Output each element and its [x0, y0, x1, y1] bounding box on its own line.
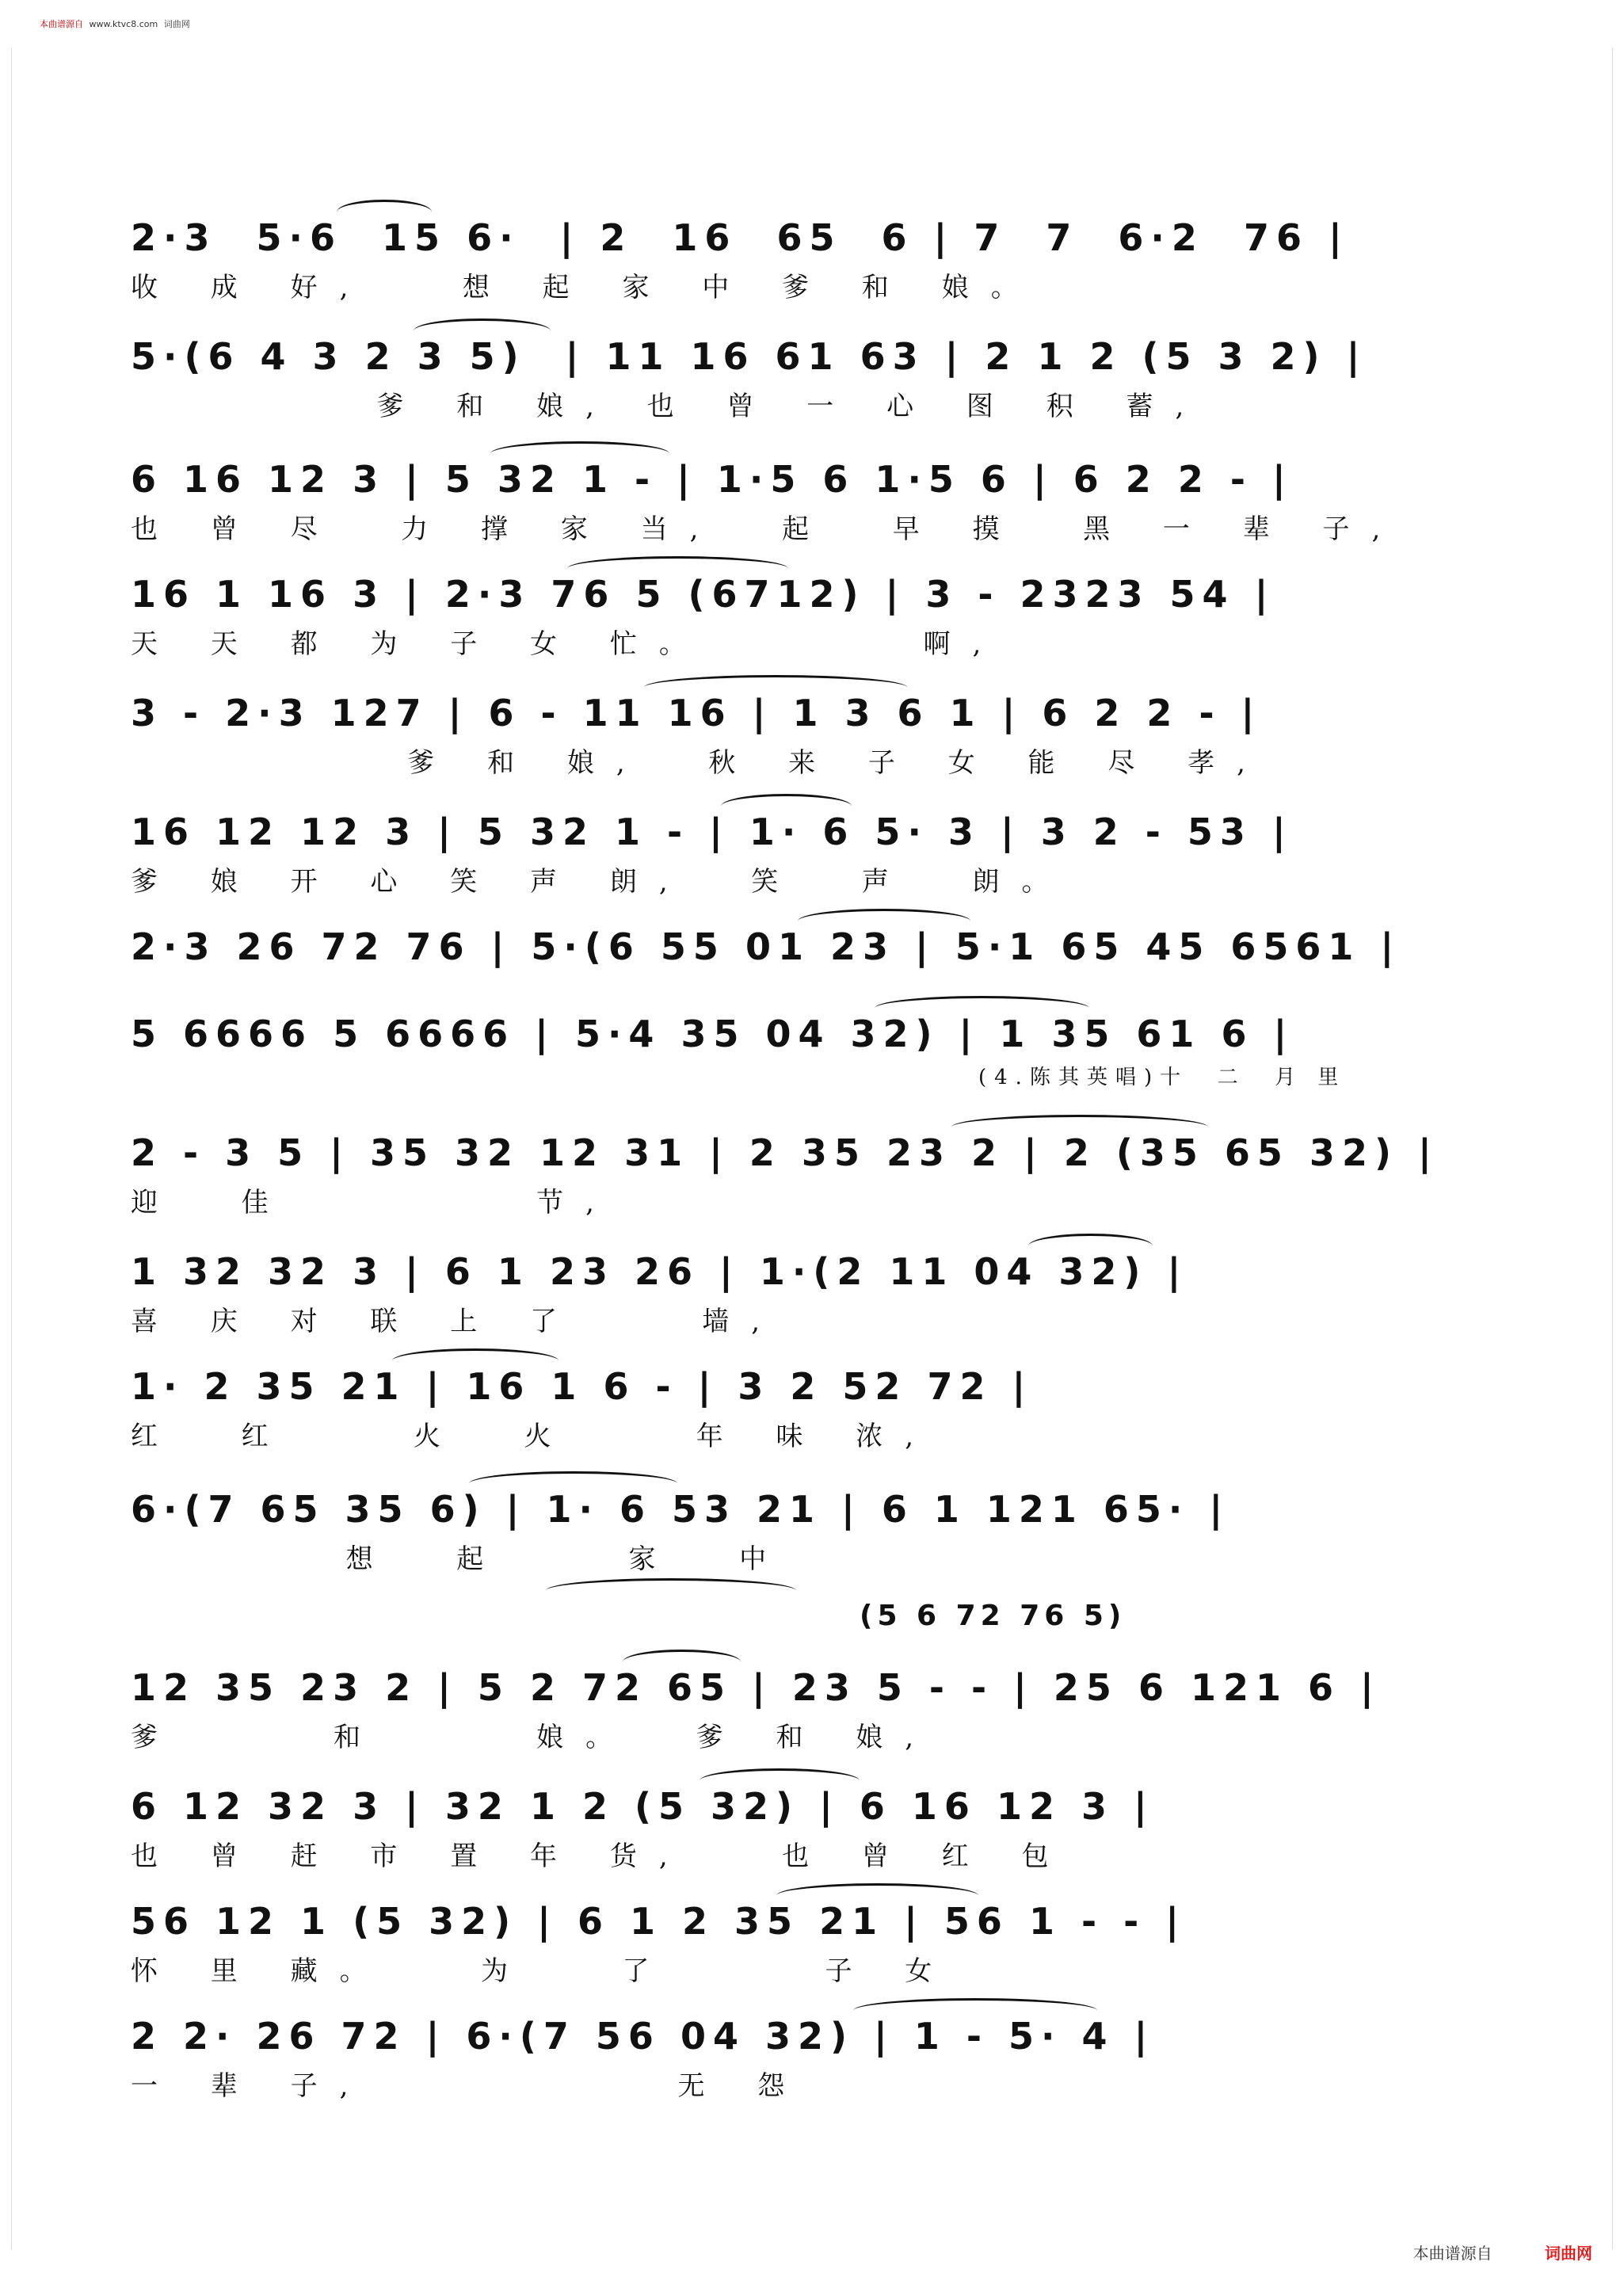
lyrics-line: 也 曾 尽 力 撑 家 当, 起 早 摸 黑 一 辈 子,	[131, 513, 1403, 545]
notation-line: 6 12 32 3 | 32 1 2 (5 32) | 6 16 12 3 |	[131, 1785, 1154, 1828]
lyrics-line: 爹 和 娘, 秋 来 子 女 能 尽 孝,	[131, 747, 1268, 779]
header-site-name: 词曲网	[163, 19, 190, 29]
score-system	[131, 689, 1501, 781]
left-margin-line	[11, 48, 12, 2249]
lyrics-line: 喜 庆 对 联 上 了 墙,	[131, 1306, 783, 1337]
lyrics-line: 也 曾 赶 市 置 年 货, 也 曾 红 包	[131, 1840, 1071, 1872]
notation-line: 5 6666 5 6666 | 5·4 35 04 32) | 1 35 61 6 |	[131, 1013, 1294, 1055]
notation-line: 56 12 1 (5 32) | 6 1 2 35 21 | 56 1 - - |	[131, 1900, 1186, 1943]
score-system	[131, 1898, 1501, 1989]
score-system	[131, 214, 1501, 306]
slur-mark	[623, 1650, 741, 1674]
lyrics-line: 爹 和 娘, 也 曾 一 心 图 积 蓄,	[131, 391, 1207, 422]
score-system	[131, 456, 1501, 547]
notation-line: 1· 2 35 21 | 16 1 6 - | 3 2 52 72 |	[131, 1365, 1033, 1408]
singer-note: (4.陈其英唱)十 二 月 里	[978, 1066, 1347, 1089]
slur-mark	[853, 1998, 1097, 2023]
notation-line: 6 16 12 3 | 5 32 1 - | 1·5 6 1·5 6 | 6 2 2 - |	[131, 458, 1293, 501]
notation-line: 5·(6 4 3 2 3 5) | 11 16 61 63 | 2 1 2 (5 3 2) |	[131, 335, 1367, 378]
lyrics-line: 想 起 家 中	[131, 1543, 789, 1575]
slur-mark	[490, 441, 669, 466]
slur-mark	[337, 200, 432, 224]
notation-line: 16 12 12 3 | 5 32 1 - | 1· 6 5· 3 | 3 2 - 53 |	[131, 811, 1293, 853]
slur-mark	[392, 1348, 558, 1373]
right-margin-line	[1612, 48, 1613, 2249]
score-system	[131, 1363, 1501, 1455]
notation-line: 2 2· 26 72 | 6·(7 56 04 32) | 1 - 5· 4 |	[131, 2015, 1155, 2058]
lyrics-line: 爹 和 娘。 爹 和 娘,	[131, 1722, 936, 1753]
slur-mark	[776, 1883, 978, 1908]
notation-line: 12 35 23 2 | 5 2 72 65 | 23 5 - - | 25 6 121 6 |	[131, 1666, 1381, 1709]
slur-mark	[546, 1578, 796, 1603]
score-system	[131, 570, 1501, 662]
lyrics-line: 一 辈 子, 无 怨	[131, 2070, 807, 2102]
score-system	[131, 1129, 1501, 1221]
score-system	[131, 1486, 1501, 1577]
slur-mark	[1028, 1234, 1153, 1258]
notation-line: 3 - 2·3 127 | 6 - 11 16 | 1 3 6 1 | 6 2 2 - |	[131, 692, 1262, 734]
slur-mark	[721, 794, 852, 818]
score-system	[131, 808, 1501, 900]
notation-line: 1 32 32 3 | 6 1 23 26 | 1·(2 11 04 32) |	[131, 1250, 1188, 1293]
lyrics-line: 爹 娘 开 心 笑 声 朗, 笑 声 朗。	[131, 866, 1071, 898]
notation-line: (5 6 72 76 5)	[860, 1600, 1127, 1632]
score-system	[131, 1664, 1501, 1756]
slur-mark	[567, 556, 788, 581]
page-footer	[1413, 2241, 1592, 2264]
score-system	[131, 1248, 1501, 1340]
slur-mark	[798, 909, 970, 933]
lyrics-line: 迎 佳 节,	[131, 1187, 616, 1219]
slur-mark	[469, 1471, 677, 1496]
slur-mark	[644, 675, 907, 700]
score-system	[131, 1010, 1501, 1096]
score-system	[131, 333, 1501, 425]
notation-line: 2·3 26 72 76 | 5·(6 55 01 23 | 5·1 65 45 6561 |	[131, 925, 1401, 968]
lyrics-line: 天 天 都 为 子 女 忙。 啊,	[131, 628, 1004, 660]
notation-line: 2·3 5·6 15 6· | 2 16 65 6 | 7 7 6·2 76 |	[131, 216, 1349, 259]
header-source-label: 本曲谱源自	[40, 19, 83, 29]
score-system	[131, 1783, 1501, 1875]
notation-line: 2 - 3 5 | 35 32 12 31 | 2 35 23 2 | 2 (35 65 32) |	[131, 1131, 1439, 1174]
lyrics-line: 收 成 好, 想 起 家 中 爹 和 娘。	[131, 272, 1040, 303]
footer-source-label: 本曲谱源自	[1412, 2244, 1492, 2263]
slur-mark	[700, 1768, 860, 1793]
lyrics-line: 怀 里 藏。 为 了 子 女	[131, 1955, 955, 1987]
score-system	[131, 1593, 1501, 1640]
header-url[interactable]: www.ktvc8.com	[89, 19, 158, 29]
score-system	[131, 923, 1501, 971]
notation-line: 6·(7 65 35 6) | 1· 6 53 21 | 6 1 121 65· |	[131, 1488, 1230, 1531]
slur-mark	[414, 319, 551, 343]
page-header	[40, 17, 190, 30]
slur-mark	[875, 996, 1089, 1020]
score-system	[131, 2012, 1501, 2104]
slur-mark	[951, 1115, 1208, 1139]
footer-site-name: 词曲网	[1545, 2244, 1592, 2263]
lyrics-line: 红 红 火 火 年 味 浓,	[131, 1421, 936, 1452]
notation-line: 16 1 16 3 | 2·3 76 5 (6712) | 3 - 2323 54 |	[131, 573, 1275, 616]
